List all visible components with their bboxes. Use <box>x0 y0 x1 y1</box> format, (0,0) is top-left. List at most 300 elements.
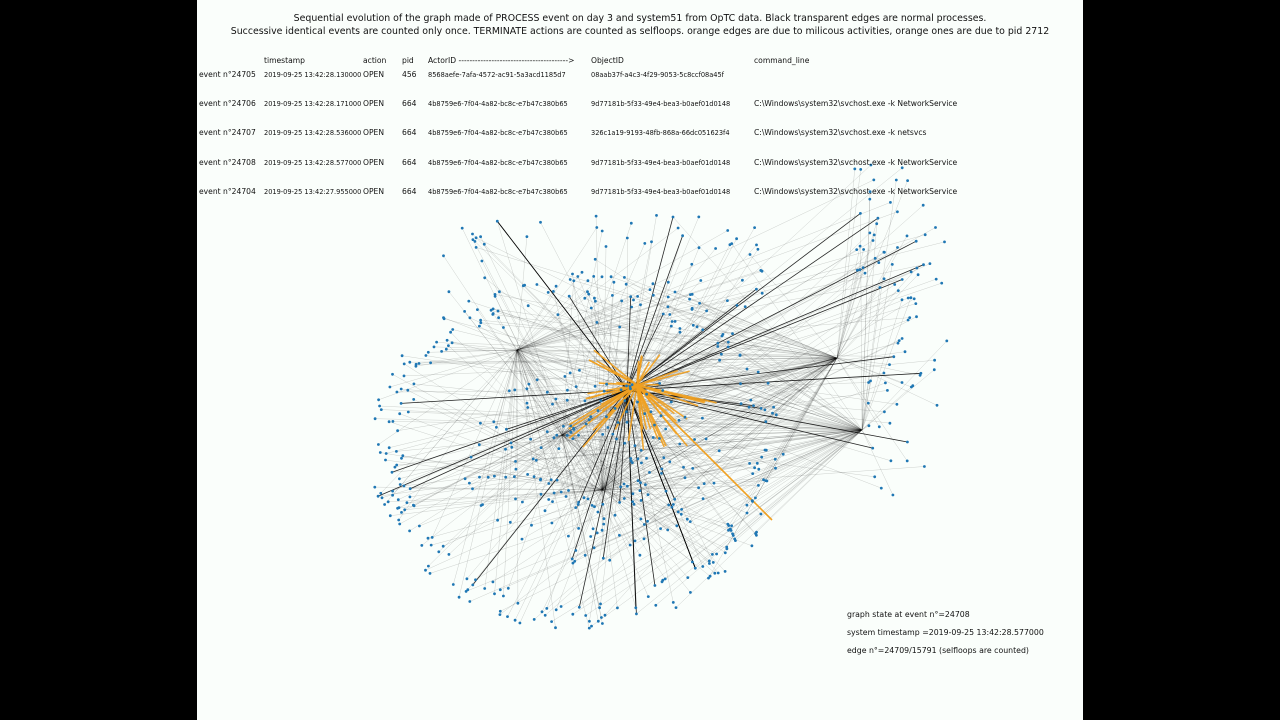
process-node <box>630 306 633 309</box>
row-object: 326c1a19-9193-48fb-868a-66dc051623f4 <box>591 129 730 137</box>
process-node <box>883 410 886 413</box>
process-node <box>578 369 581 372</box>
process-node <box>639 489 642 492</box>
process-node <box>418 362 421 365</box>
process-node <box>924 233 927 236</box>
process-node <box>471 584 474 587</box>
process-node <box>577 527 580 530</box>
process-node <box>684 416 687 419</box>
process-node <box>576 275 579 278</box>
process-node <box>608 559 611 562</box>
process-node <box>556 479 559 482</box>
process-node <box>734 539 737 542</box>
process-node <box>680 513 683 516</box>
edge-layer <box>375 165 947 628</box>
process-node <box>590 307 593 310</box>
process-node <box>757 371 760 374</box>
process-node <box>613 281 616 284</box>
row-event: event n°24706 <box>199 99 256 108</box>
process-node <box>655 214 658 217</box>
process-node <box>544 509 547 512</box>
process-edge <box>602 490 717 554</box>
process-node <box>461 227 464 230</box>
process-node <box>480 504 483 507</box>
process-node <box>380 408 383 411</box>
process-node <box>637 457 640 460</box>
row-timestamp: 2019-09-25 13:42:28.536000 <box>264 129 362 137</box>
process-node <box>435 341 438 344</box>
process-node <box>468 482 471 485</box>
row-event: event n°24708 <box>199 158 256 167</box>
process-node <box>601 529 604 532</box>
process-node <box>868 198 871 201</box>
process-node <box>588 620 591 623</box>
process-node <box>397 498 400 501</box>
process-node <box>496 220 499 223</box>
process-node <box>521 501 524 504</box>
process-node <box>552 290 555 293</box>
process-node <box>878 425 881 428</box>
process-node <box>764 420 767 423</box>
process-node <box>442 545 445 548</box>
row-pid: 456 <box>402 70 417 79</box>
process-node <box>481 260 484 263</box>
process-node <box>678 419 681 422</box>
process-node <box>727 529 730 532</box>
process-node <box>901 278 904 281</box>
process-node <box>906 460 909 463</box>
process-node <box>646 520 649 523</box>
process-node <box>853 168 856 171</box>
process-node <box>623 483 626 486</box>
process-node <box>406 501 409 504</box>
process-node <box>633 503 636 506</box>
process-node <box>637 479 640 482</box>
process-node <box>668 313 671 316</box>
process-node <box>698 302 701 305</box>
process-edge <box>837 246 860 358</box>
row-event: event n°24704 <box>199 187 256 196</box>
row-action: OPEN <box>363 128 385 137</box>
process-node <box>701 328 704 331</box>
process-node <box>572 279 575 282</box>
process-node <box>855 248 858 251</box>
process-node <box>936 404 939 407</box>
process-node <box>692 324 695 327</box>
process-node <box>429 361 432 364</box>
process-node <box>643 412 646 415</box>
process-node <box>546 391 549 394</box>
process-node <box>721 335 724 338</box>
process-node <box>677 511 680 514</box>
process-node <box>442 254 445 257</box>
process-node <box>868 424 871 427</box>
process-node <box>714 247 717 250</box>
process-node <box>467 300 470 303</box>
process-node <box>751 499 754 502</box>
process-node <box>665 490 668 493</box>
process-node <box>479 321 482 324</box>
process-edge <box>473 240 602 490</box>
process-node <box>535 459 538 462</box>
process-node <box>396 391 399 394</box>
process-node <box>771 412 774 415</box>
process-node <box>589 415 592 418</box>
row-object: 9d77181b-5f33-49e4-bea3-b0aef01d0148 <box>591 159 731 167</box>
process-node <box>598 606 601 609</box>
process-node <box>384 459 387 462</box>
process-edge <box>498 350 517 520</box>
process-node <box>645 393 648 396</box>
process-node <box>499 588 502 591</box>
process-node <box>558 447 561 450</box>
process-edge <box>410 430 862 497</box>
process-node <box>652 436 655 439</box>
process-node <box>757 484 760 487</box>
process-node <box>536 283 539 286</box>
row-event: event n°24705 <box>199 70 256 79</box>
process-node <box>757 248 760 251</box>
process-node <box>420 544 423 547</box>
process-node <box>600 399 603 402</box>
process-node <box>618 326 621 329</box>
process-node <box>726 229 729 232</box>
process-node <box>400 511 403 514</box>
process-node <box>596 321 599 324</box>
process-node <box>896 210 899 213</box>
process-node <box>618 534 621 537</box>
process-edge <box>837 358 937 405</box>
process-node <box>732 534 735 537</box>
process-node <box>499 610 502 613</box>
process-node <box>592 527 595 530</box>
process-node <box>572 562 575 565</box>
process-node <box>565 495 568 498</box>
process-node <box>619 486 622 489</box>
process-node <box>602 557 605 560</box>
process-edge <box>862 192 870 430</box>
process-node <box>567 489 570 492</box>
process-node <box>872 179 875 182</box>
process-node <box>690 263 693 266</box>
process-node <box>553 436 556 439</box>
process-node <box>906 179 909 182</box>
process-node <box>629 295 632 298</box>
process-node <box>751 472 754 475</box>
process-node <box>403 485 406 488</box>
figure-canvas <box>197 0 1083 720</box>
process-node <box>914 302 917 305</box>
process-node <box>557 313 560 316</box>
process-node <box>412 398 415 401</box>
process-node <box>499 613 502 616</box>
process-node <box>751 544 754 547</box>
process-node <box>709 575 712 578</box>
process-node <box>442 316 445 319</box>
process-node <box>468 600 471 603</box>
process-node <box>398 477 401 480</box>
header-command: command_line <box>754 56 810 65</box>
process-node <box>922 263 925 266</box>
process-node <box>923 465 926 468</box>
process-node <box>377 398 380 401</box>
process-node <box>399 483 402 486</box>
process-node <box>862 266 865 269</box>
process-node <box>693 438 696 441</box>
process-node <box>774 458 777 461</box>
process-node <box>727 346 730 349</box>
process-node <box>379 451 382 454</box>
process-node <box>587 279 590 282</box>
process-edge <box>434 347 837 358</box>
process-node <box>868 232 871 235</box>
process-node <box>753 226 756 229</box>
process-node <box>440 350 443 353</box>
process-node <box>761 292 764 295</box>
process-node <box>674 291 677 294</box>
process-node <box>919 374 922 377</box>
process-node <box>586 290 589 293</box>
process-node <box>567 535 570 538</box>
process-node <box>667 281 670 284</box>
process-node <box>497 310 500 313</box>
process-node <box>671 506 674 509</box>
process-node <box>569 278 572 281</box>
process-node <box>644 483 647 486</box>
process-node <box>717 342 720 345</box>
process-node <box>645 457 648 460</box>
process-node <box>493 592 496 595</box>
process-node <box>660 414 663 417</box>
process-node <box>671 320 674 323</box>
process-node <box>547 482 550 485</box>
process-node <box>672 503 675 506</box>
process-node <box>446 339 449 342</box>
process-edge <box>837 169 855 358</box>
process-node <box>388 446 391 449</box>
process-node <box>915 240 918 243</box>
process-node <box>394 466 397 469</box>
process-node <box>545 607 548 610</box>
process-node <box>497 316 500 319</box>
process-node <box>589 535 592 538</box>
process-node <box>597 511 600 514</box>
process-node <box>652 294 655 297</box>
process-node <box>625 385 628 388</box>
process-node <box>588 627 591 630</box>
process-node <box>755 531 758 534</box>
row-action: OPEN <box>363 158 385 167</box>
process-node <box>604 614 607 617</box>
process-edge <box>837 358 920 375</box>
process-node <box>674 320 677 323</box>
process-edge <box>439 435 562 552</box>
process-node <box>601 433 604 436</box>
process-node <box>691 467 694 470</box>
process-node <box>527 304 530 307</box>
process-node <box>526 402 529 405</box>
process-node <box>701 565 704 568</box>
process-node <box>647 493 650 496</box>
process-node <box>491 313 494 316</box>
process-node <box>396 507 399 510</box>
process-node <box>530 524 533 527</box>
process-node <box>631 500 634 503</box>
process-node <box>624 399 627 402</box>
process-node <box>933 359 936 362</box>
process-node <box>650 240 653 243</box>
process-node <box>767 382 770 385</box>
process-node <box>639 303 642 306</box>
row-object: 9d77181b-5f33-49e4-bea3-b0aef01d0148 <box>591 100 731 108</box>
process-node <box>391 490 394 493</box>
process-node <box>908 316 911 319</box>
process-node <box>774 467 777 470</box>
row-actor: 4b8759e6-7f04-4a82-bc8c-e7b47c380b65 <box>428 129 568 137</box>
process-node <box>677 227 680 230</box>
process-node <box>631 383 634 386</box>
process-node <box>603 517 606 520</box>
process-node <box>514 460 517 463</box>
process-node <box>581 271 584 274</box>
process-node <box>856 269 859 272</box>
row-command: C:\Windows\system32\svchost.exe -k NetworkService <box>754 187 958 196</box>
process-node <box>401 354 404 357</box>
process-node <box>614 407 617 410</box>
row-actor: 4b8759e6-7f04-4a82-bc8c-e7b47c380b65 <box>428 188 568 196</box>
process-node <box>544 614 547 617</box>
process-node <box>877 261 880 264</box>
process-node <box>513 475 516 478</box>
process-node <box>626 421 629 424</box>
process-node <box>652 282 655 285</box>
process-node <box>391 471 394 474</box>
process-edge <box>442 350 517 351</box>
process-node <box>859 268 862 271</box>
row-pid: 664 <box>402 128 417 137</box>
process-node <box>874 257 877 260</box>
process-node <box>736 304 739 307</box>
process-node <box>610 275 613 278</box>
process-node <box>754 497 757 500</box>
process-edge <box>573 430 862 614</box>
process-node <box>431 536 434 539</box>
process-node <box>593 505 596 508</box>
process-node <box>626 237 629 240</box>
process-node <box>395 450 398 453</box>
process-node <box>755 534 758 537</box>
process-node <box>907 297 910 300</box>
process-node <box>400 457 403 460</box>
process-node <box>730 524 733 527</box>
title-line-2: Successive identical events are counted only once. TERMINATE actions are counted as selfloops. orange edges are due to milicous activities, orange ones are due to pid 2712 <box>230 26 1050 37</box>
process-node <box>629 544 632 547</box>
row-actor: 8568aefe-7afa-4572-ac91-5a3acd1185d7 <box>428 71 566 79</box>
process-node <box>606 426 609 429</box>
process-node <box>739 354 742 357</box>
process-node <box>686 576 689 579</box>
process-node <box>506 615 509 618</box>
process-node <box>636 295 639 298</box>
process-node <box>391 373 394 376</box>
process-node <box>755 288 758 291</box>
row-command: C:\Windows\system32\svchost.exe -k NetworkService <box>754 158 958 167</box>
process-node <box>550 478 553 481</box>
process-node <box>859 168 862 171</box>
process-node <box>654 604 657 607</box>
process-node <box>605 415 608 418</box>
row-pid: 664 <box>402 187 417 196</box>
process-node <box>601 230 604 233</box>
process-node <box>756 462 759 465</box>
process-node <box>594 300 597 303</box>
process-node <box>554 626 557 629</box>
process-node <box>590 625 593 628</box>
process-node <box>883 251 886 254</box>
process-node <box>681 234 684 237</box>
process-node <box>650 410 653 413</box>
process-edge <box>862 430 873 448</box>
row-actor: 4b8759e6-7f04-4a82-bc8c-e7b47c380b65 <box>428 159 568 167</box>
process-node <box>884 382 887 385</box>
process-node <box>569 425 572 428</box>
process-node <box>724 570 727 573</box>
process-edge <box>400 435 562 524</box>
process-node <box>640 462 643 465</box>
process-node <box>574 506 577 509</box>
process-node <box>526 406 529 409</box>
process-node <box>430 544 433 547</box>
process-node <box>583 496 586 499</box>
process-node <box>639 481 642 484</box>
process-node <box>910 386 913 389</box>
process-node <box>474 240 477 243</box>
process-node <box>391 494 394 497</box>
process-node <box>448 553 451 556</box>
process-node <box>562 425 565 428</box>
process-node <box>587 293 590 296</box>
process-node <box>740 402 743 405</box>
process-node <box>749 399 752 402</box>
process-node <box>764 449 767 452</box>
process-edge <box>399 490 602 508</box>
process-node <box>381 496 384 499</box>
process-node <box>617 421 620 424</box>
process-node <box>600 616 603 619</box>
process-node <box>664 428 667 431</box>
process-node <box>585 423 588 426</box>
process-node <box>517 602 520 605</box>
process-node <box>893 283 896 286</box>
process-edge <box>862 300 902 430</box>
process-node <box>592 275 595 278</box>
process-node <box>483 243 486 246</box>
process-node <box>886 389 889 392</box>
process-node <box>748 462 751 465</box>
process-node <box>904 350 907 353</box>
process-edge <box>862 224 877 430</box>
process-node <box>555 608 558 611</box>
process-node <box>757 468 760 471</box>
process-node <box>643 523 646 526</box>
process-edge <box>517 231 728 351</box>
figure-title <box>197 12 1083 38</box>
process-node <box>546 430 549 433</box>
process-node <box>593 297 596 300</box>
process-node <box>623 442 626 445</box>
process-node <box>509 521 512 524</box>
process-node <box>753 466 756 469</box>
